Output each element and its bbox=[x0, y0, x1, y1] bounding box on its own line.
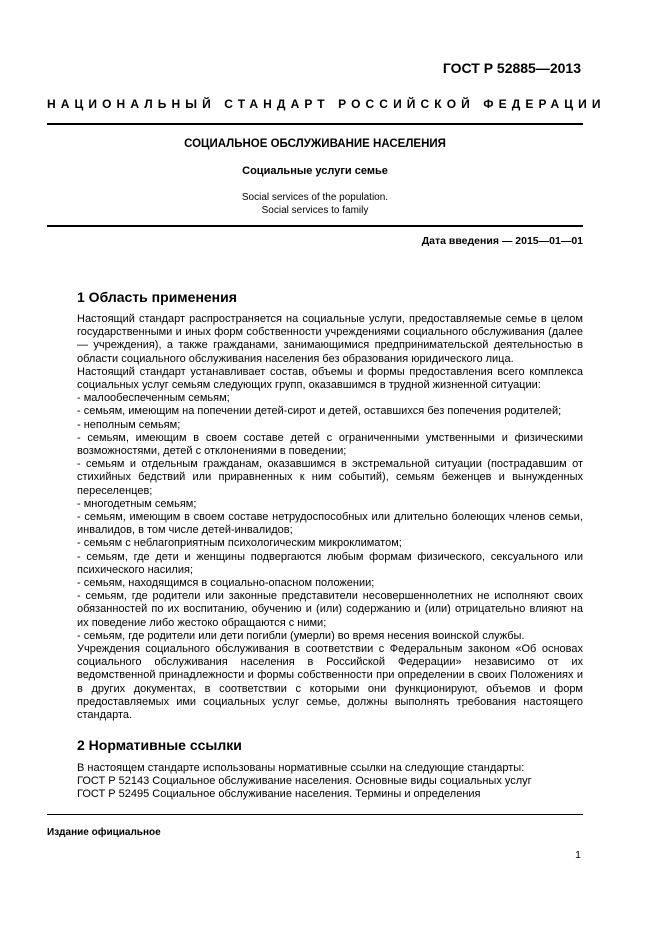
section-1-paragraph-1: Настоящий стандарт распространяется на социальные услуги, предоставляемые семье в целом государственными и иных форм собственности учреждениями социального обслуживания (далее — учреждения), а также гражданами, занимающимися предпринимательской деятельностью в области социального обслуживания населения без образования юридического лица. bbox=[77, 313, 583, 365]
national-standard-banner: НАЦИОНАЛЬНЫЙ СТАНДАРТ РОССИЙСКОЙ ФЕДЕРАЦИИ bbox=[47, 97, 606, 111]
normative-reference: ГОСТ Р 52495 Социальное обслуживание населения. Термины и определения bbox=[77, 788, 481, 801]
list-item: - семьям, где дети и женщины подвергаются любым формам физического, сексуального или психического насилия; bbox=[77, 550, 583, 576]
section-1-paragraph-2: Настоящий стандарт устанавливает состав, объемы и формы предоставления всего комплекса социальных услуг семьям следующих групп, оказавшимся в трудной жизненной ситуации: bbox=[77, 365, 583, 392]
normative-reference: ГОСТ Р 52143 Социальное обслуживание населения. Основные виды социальных услуг bbox=[77, 775, 532, 788]
footer-divider bbox=[47, 814, 583, 815]
document-subtitle: Социальные услуги семье bbox=[242, 165, 388, 177]
section-2-intro: В настоящем стандарте использованы нормативные ссылки на следующие стандарты: bbox=[77, 762, 525, 774]
list-item: - семьям с неблагоприятным психологическим микроклиматом; bbox=[77, 537, 402, 550]
title-divider bbox=[47, 225, 583, 227]
list-item: - семьям, где родители или дети погибли (умерли) во время несения воинской службы. bbox=[77, 629, 525, 642]
section-1-body bbox=[77, 313, 583, 722]
list-item: - семьям, имеющим на попечении детей-сирот и детей, оставшихся без попечения родителей; bbox=[77, 405, 562, 418]
english-title bbox=[47, 191, 583, 217]
introduction-date: Дата введения — 2015—01—01 bbox=[421, 235, 583, 247]
list-item: - семьям, имеющим в своем составе нетрудоспособных или длительно болеющих членов семьи, инвалидов, в том числе детей-инвалидов; bbox=[77, 511, 583, 537]
section-1-heading: 1 Область применения bbox=[77, 289, 237, 305]
section-2-body bbox=[77, 762, 583, 802]
official-edition-label: Издание официальное bbox=[47, 827, 161, 838]
list-item: - семьям, где родители или законные представители несовершеннолетних не исполняют своих обязанностей по их воспитанию, обучению и (или) содержанию и (или) отрицательно влияют на их поведение либо жестоко обращаются с ними; bbox=[77, 590, 583, 629]
document-title: СОЦИАЛЬНОЕ ОБСЛУЖИВАНИЕ НАСЕЛЕНИЯ bbox=[184, 138, 446, 150]
standard-number: ГОСТ Р 52885—2013 bbox=[442, 60, 581, 76]
english-title-line-1: Social services of the population. bbox=[241, 192, 389, 203]
section-2-heading: 2 Нормативные ссылки bbox=[77, 737, 242, 753]
list-item: - малообеспеченным семьям; bbox=[77, 392, 230, 405]
page-number: 1 bbox=[575, 849, 581, 861]
list-item: - семьям, имеющим в своем составе детей с ограниченными умственными и физическими возможностями, детей с отклонениями в поведении; bbox=[77, 431, 583, 458]
english-title-line-2: Social services to family bbox=[261, 205, 369, 216]
list-item: - многодетным семьям; bbox=[77, 497, 197, 510]
list-item: - семьям и отдельным гражданам, оказавшимся в экстремальной ситуации (пострадавшим от стихийных бедствий или приравненных к ним событий), семьям беженцев и вынужденных переселенцев; bbox=[77, 458, 583, 497]
section-1-paragraph-3: Учреждения социального обслуживания в соответствии с Федеральным законом «Об основах социального обслуживания населения в Российской Федерации» независимо от их ведомственной принадлежности и формы собственности при определении в своих Положениях и в других документах, в соответствии с которыми они функционируют, объемов и форм предоставляемых ими социальных услуг семье, должны выполнять требования настоящего стандарта. bbox=[77, 643, 583, 722]
top-divider bbox=[47, 123, 583, 125]
list-item: - семьям, находящимся в социально-опасном положении; bbox=[77, 577, 375, 590]
list-item: - неполным семьям; bbox=[77, 418, 181, 431]
